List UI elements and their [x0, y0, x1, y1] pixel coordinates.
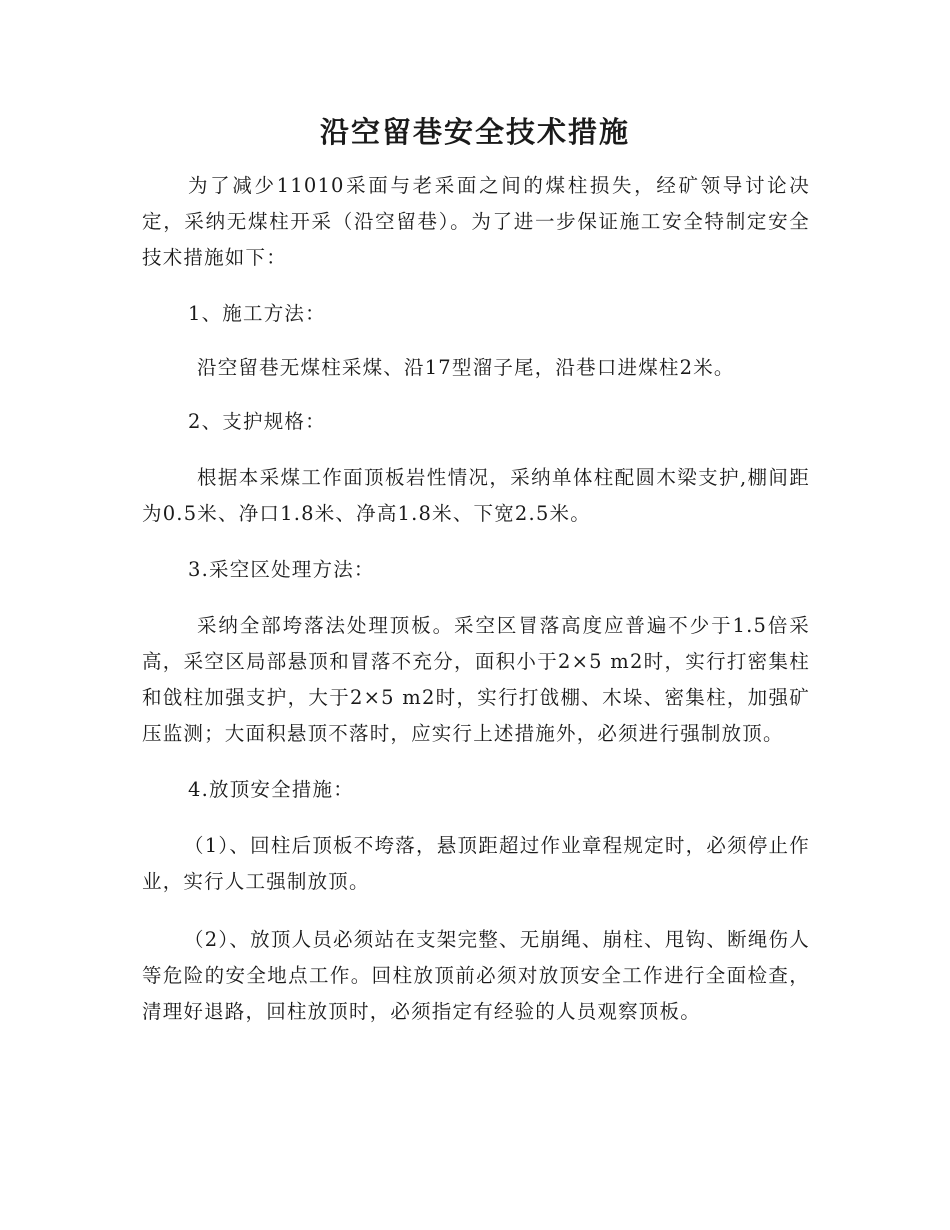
- section-4-item-1: （1）、回柱后顶板不垮落，悬顶距超过作业章程规定时，必须停止作业，实行人工强制放顶。: [142, 834, 810, 893]
- section-1-body: 沿空留巷无煤柱采煤、沿17型溜子尾，沿巷口进煤柱2米。: [197, 356, 735, 379]
- section-2-body: 根据本采煤工作面顶板岩性情况，采纳单体柱配圆木梁支护,棚间距为0.5米、净口1.8米、净高1.8米、下宽2.5米。: [142, 466, 810, 525]
- section-2-heading: 2、支护规格：: [188, 410, 326, 433]
- section-4-heading: 4.放顶安全措施：: [188, 778, 354, 801]
- section-3-body: 采纳全部垮落法处理顶板。采空区冒落高度应普遍不少于1.5倍采高，采空区局部悬顶和冒落不充分，面积小于2×5 m2时，实行打密集柱和戗柱加强支护，大于2×5 m2时，实行打戗棚、木垛、密集柱，加强矿压监测；大面积悬顶不落时，应实行上述措施外，必须进行强制放顶。: [142, 614, 810, 745]
- section-3-heading: 3.采空区处理方法：: [188, 558, 375, 581]
- section-1-heading: 1、施工方法：: [188, 302, 326, 325]
- document-title: 沿空留巷安全技术措施: [319, 115, 630, 149]
- section-4-item-2: （2）、放顶人员必须站在支架完整、无崩绳、崩柱、甩钩、断绳伤人等危险的安全地点工作。回柱放顶前必须对放顶安全工作进行全面检查，清理好退路，回柱放顶时，必须指定有经验的人员观察顶板。: [142, 928, 810, 1023]
- document-body: [142, 168, 810, 1030]
- intro-paragraph: 为了减少11010采面与老采面之间的煤柱损失，经矿领导讨论决定，采纳无煤柱开采（沿空留巷）。为了进一步保证施工安全特制定安全技术措施如下：: [142, 174, 810, 269]
